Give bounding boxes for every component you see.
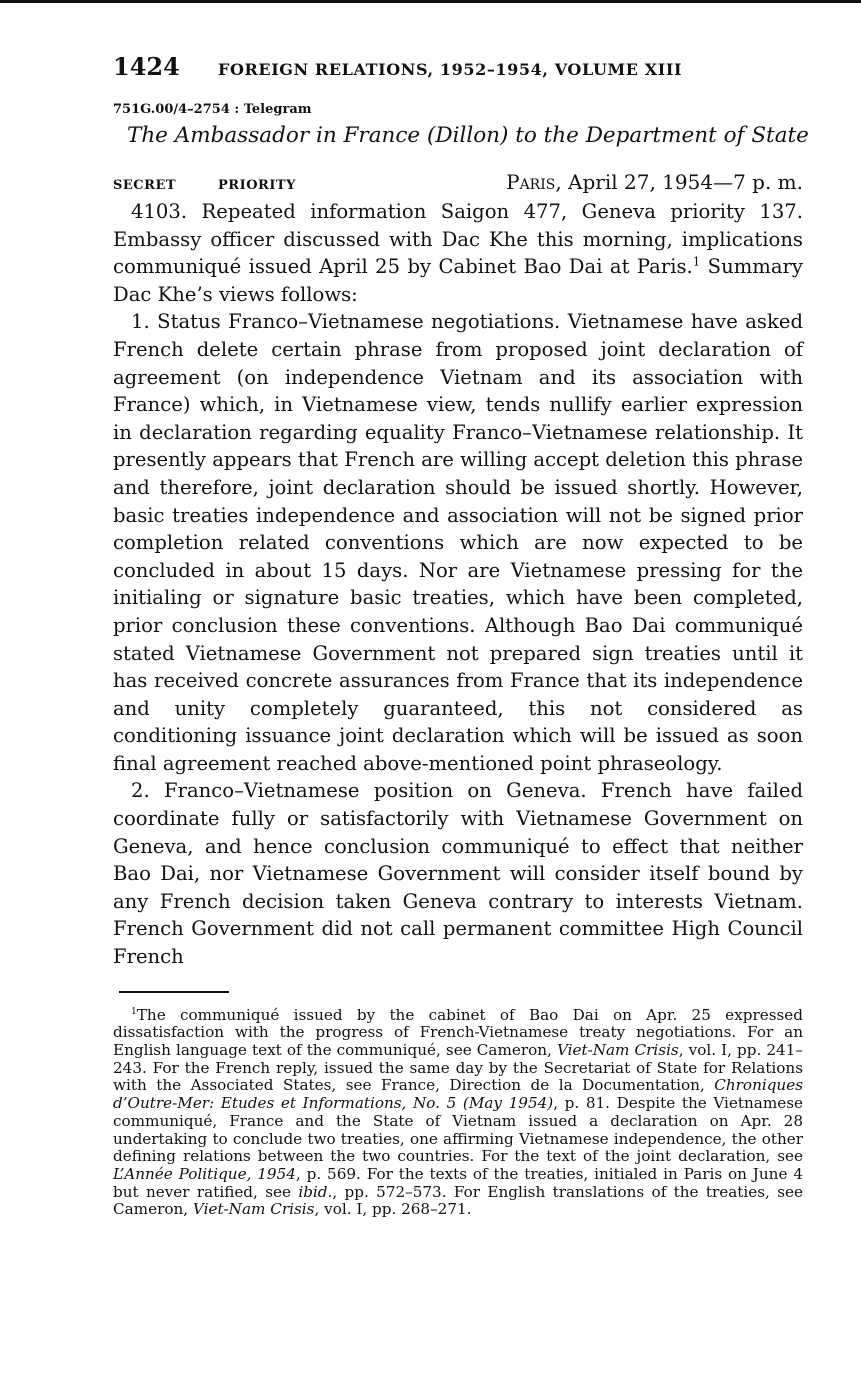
dateline-date: , April 27, 1954—7 p. m. (555, 170, 803, 194)
page-top-edge (0, 0, 861, 3)
body-paragraph-3: 2. Franco–Vietnamese position on Geneva. French have failed coordinate fully or satisfactorily with Vietnamese Government on Geneva, and hence conclusion communiqué to effect that neither Bao Dai, nor Vietnamese Government will consider itself bound by any French decision taken Geneva contrary to interests Vietnam. French Government did not call permanent committee High Council French (113, 779, 803, 969)
footnote-text-6: , vol. I, pp. 268–271. (314, 1200, 472, 1219)
footnote-reference-marker: 1 (692, 254, 701, 269)
precedence-label: PRIORITY (218, 178, 296, 193)
document-page (113, 52, 809, 1219)
paragraph-1-text: 4103. Repeated information Saigon 477, Geneva priority 137. Embassy officer discussed with Dac Khe this morning, implications communiqué issued April 25 by Cabinet Bao Dai at Paris. (113, 200, 803, 279)
body-paragraph-2: 1. Status Franco–Vietnamese negotiations. Vietnamese have asked French delete certain phrase from proposed joint declaration of agreement (on independence Vietnam and its association with France) which, in Vietnamese view, tends nullify earlier expression in declaration regarding equality Franco–Vietnamese relationship. It presently appears that French are willing accept deletion this phrase and therefore, joint declaration should be issued shortly. However, basic treaties independence and association will not be signed prior completion related conventions which are now expected to be concluded in about 15 days. Nor are Vietnamese pressing for the initialing or signature basic treaties, which have been completed, prior conclusion these conventions. Although Bao Dai communiqué stated Vietnamese Government not prepared sign treaties until it has received concrete assurances from France that its independence and unity completely guaranteed, this not considered as conditioning issuance joint declaration which will be issued as soon final agreement reached above-mentioned point phraseology. (113, 310, 803, 775)
footnote-1 (113, 1007, 803, 1219)
footnote-citation-3: L’Année Politique, 1954 (113, 1164, 296, 1183)
footnote-citation-5: Viet-Nam Crisis (192, 1200, 315, 1219)
footnote-text-1: The communiqué issued by the cabinet of Bao Dai on Apr. 25 expressed dissatisfaction with the progress of French-Vietnamese treaty negotiations. For an English language text of the communiqué, see Cameron, (113, 1005, 803, 1060)
running-title: FOREIGN RELATIONS, 1952–1954, VOLUME XIII (218, 60, 683, 79)
dateline-place: Paris (506, 170, 556, 194)
paragraph-1-tail: Summary Dac Khe’s views follows: (113, 255, 803, 306)
document-file-reference: 751G.00/4–2754 : Telegram (113, 102, 312, 117)
body-paragraph-1 (113, 198, 803, 308)
footnote-text-4: , p. 569. For the texts of the treaties, initialed in Paris on June 4 but never ratified, see (113, 1164, 803, 1201)
footnote-divider (119, 991, 229, 993)
page-header (113, 52, 803, 92)
dateline (506, 170, 803, 194)
footnote-text-5: , pp. 572–573. For English translations of the treaties, see Cameron, (113, 1182, 803, 1219)
footnote-marker: 1 (131, 1006, 137, 1017)
footnote-citation-4: ibid. (298, 1182, 333, 1201)
page-number: 1424 (113, 52, 180, 81)
footnote-text-3: , p. 81. Despite the Vietnamese communiqué, France and the State of Vietnam issued a declaration on Apr. 28 undertaking to conclude two treaties, one affirming Vietnamese independence, the other defining relations between the two countries. For the text of the joint declaration, see (113, 1094, 804, 1166)
footnote-text-2: , vol. I, pp. 241–243. For the French reply, issued the same day by the Secretariat of State for Relations with the Associated States, see France, Direction de la Documentation, (113, 1041, 803, 1095)
footnote-citation-1: Viet-Nam Crisis (556, 1041, 679, 1060)
footnote-citation-2: Chroniques d’Outre-Mer: Etudes et Informations, No. 5 (May 1954) (113, 1076, 803, 1113)
telegram-body (113, 198, 803, 971)
document-meta-line (113, 170, 803, 194)
classification-label: SECRET (113, 178, 177, 193)
document-title: The Ambassador in France (Dillon) to the Department of State (127, 123, 809, 148)
